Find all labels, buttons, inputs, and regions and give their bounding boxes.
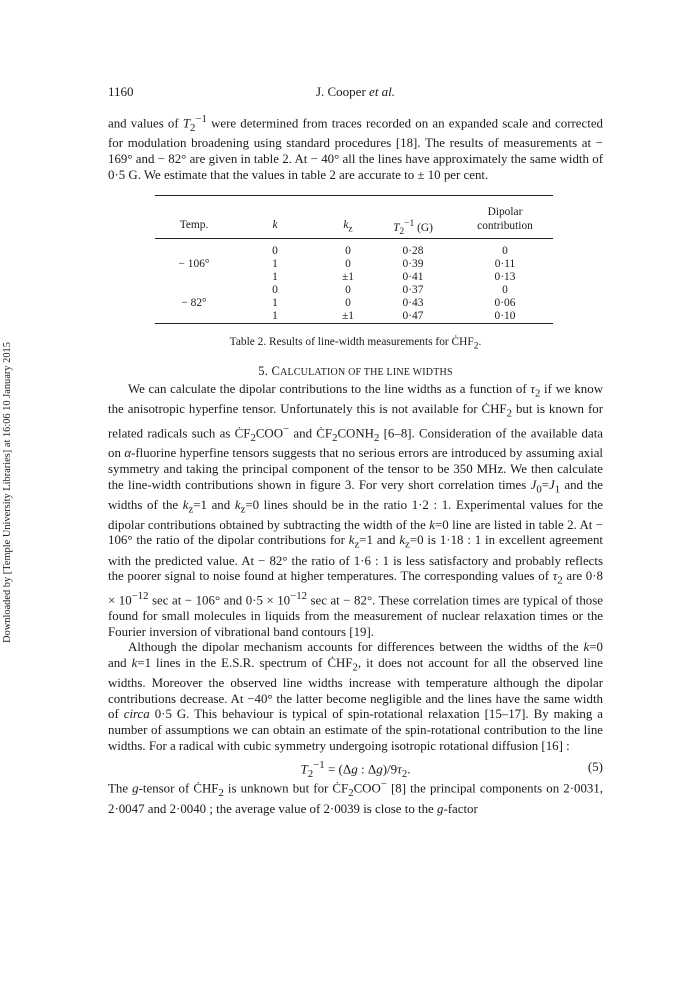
table-body (155, 245, 553, 323)
col-header-t2: $T_2^{-1}$ (G) (393, 219, 433, 238)
cell-temp: − 106° (178, 258, 210, 271)
cell-k: 1 (272, 271, 278, 284)
cell-t2: 0·43 (402, 297, 424, 310)
table-row (155, 310, 553, 323)
cell-dipolar: 0 (502, 245, 508, 258)
paragraph-dipolar: Although the dipolar mechanism accounts for differences between the widths of the k=0 and k=1 lines in the E.S.R. spectrum of $ĊHF_2$, it does not account for all the observed line widths. Moreover the observed line widths increase with temperature although the dipolar contributions decrease. At −40° the latter become negligible and the lines have the same width of circa 0·5 G. This behaviour is typical of spin-rotational relaxation [15–17]. By making a number of assumptions we can obtain an estimate of the spin-rotational contribution to the line widths. For a radical with cubic symmetry undergoing isotropic rotational diffusion [16] : (108, 640, 603, 753)
table-bottom-rule (155, 323, 553, 324)
cell-kz: 0 (345, 258, 351, 271)
page-header (108, 84, 603, 104)
cell-k: 1 (272, 258, 278, 271)
page-number: 1160 (108, 84, 134, 99)
table-row (155, 297, 553, 310)
cell-kz: 0 (345, 284, 351, 297)
cell-k: 0 (272, 284, 278, 297)
paragraph-calculation: We can calculate the dipolar contributions to the line widths as a function of $\tau_2$ if we know the anisotropic hyperfine tensor. Unfortunately this is not available for $ĊHF_2$ but is known for related radicals such as $ĊF_2COO^-$ and $ĊF_2CONH_2$ [6–8]. Consideration of the available data on α-fluorine hyperfine tensors suggests that no serious errors are introduced by assuming axial symmetry and taking the principal component of the tensor to be 350 MHz. We then calculate the line-width contributions shown in figure 3. For very short correlation times $J_0=J_1$ and the widths of the $k_z=1$ and $k_z=0$ lines should be in the ratio 1·2 : 1. Experimental values for the dipolar contributions obtained by subtracting the width of the k=0 line are listed in table 2. At − 106° the ratio of the dipolar contributions for $k_z=1$ and $k_z=0$ is 1·18 : 1 in excellent agreement with the predicted value. At − 82° the ratio of 1·6 : 1 is less satisfactory and probably reflects the poorer signal to noise found at higher temperatures. The corresponding values of $\tau_2$ are $0\cdot 8 \times 10^{-12}$ sec at − 106° and $0\cdot 5 \times 10^{-12}$ sec at − 82°. These correlation times are typical of those found for small molecules in liquids from the measurement of nuclear relaxation times or the Fourier inversion of vibrational band contours [19]. (108, 381, 604, 639)
col-header-k: k (272, 219, 278, 232)
section-title: 5. CALCULATION OF THE LINE WIDTHS (258, 363, 453, 378)
table-row (155, 245, 553, 258)
cell-t2: 0·41 (402, 271, 424, 284)
table-row (155, 271, 553, 284)
cell-temp: − 82° (181, 297, 207, 310)
download-watermark (0, 0, 14, 984)
cell-dipolar: 0·13 (494, 271, 516, 284)
cell-k: 0 (272, 245, 278, 258)
table-header-rule (155, 238, 553, 239)
cell-dipolar: 0·06 (494, 297, 516, 310)
equation-number: (5) (587, 759, 603, 775)
cell-k: 1 (272, 297, 278, 310)
download-notice: Downloaded by [Temple University Libraries] at 16:06 10 January 2015 (1, 341, 13, 643)
cell-kz: 0 (345, 245, 351, 258)
cell-k: 1 (272, 310, 278, 323)
running-head: J. Cooper et al. (315, 84, 396, 99)
cell-kz: ±1 (342, 271, 354, 284)
equation-5 (108, 759, 603, 781)
col-header-kz: $k_z$ (343, 219, 353, 235)
table-row (155, 258, 553, 271)
table-row (155, 284, 553, 297)
paper-page (108, 84, 603, 817)
cell-kz: ±1 (342, 310, 354, 323)
cell-t2: 0·39 (402, 258, 424, 271)
table-2 (155, 195, 553, 324)
cell-dipolar: 0 (502, 284, 508, 297)
paragraph-gtensor: The g-tensor of $ĊHF_2$ is unknown but for $ĊF_2COO^-$ [8] the principal components on 2·0031, 2·0047 and 2·0040 ; the average value of 2·0039 is close to the g-factor (108, 778, 604, 816)
table-header (155, 196, 553, 238)
cell-t2: 0·28 (402, 245, 424, 258)
cell-dipolar: 0·11 (494, 258, 516, 271)
cell-kz: 0 (345, 297, 351, 310)
table-caption: Table 2. Results of line-width measurements for $ĊHF_2$. (229, 336, 482, 352)
cell-t2: 0·37 (402, 284, 424, 297)
cell-dipolar: 0·10 (494, 310, 516, 323)
cell-t2: 0·47 (402, 310, 424, 323)
equation-body: $T_2^{-1} = (\Delta g$ : $\Delta g)/9\tau_2$. (300, 759, 411, 781)
col-header-dipolar: Dipolar contribution (477, 206, 533, 233)
col-header-temp: Temp. (179, 219, 209, 232)
paragraph-intro: and values of $T_2^{-1}$ were determined from traces recorded on an expanded scale and corrected for modulation broadening using standard procedures [18]. The results of measurements at − 169° and − 82° are given in table 2. At − 40° all the lines have approximately the same width of 0·5 G. We estimate that the values in table 2 are accurate to ± 10 per cent. (108, 113, 603, 182)
